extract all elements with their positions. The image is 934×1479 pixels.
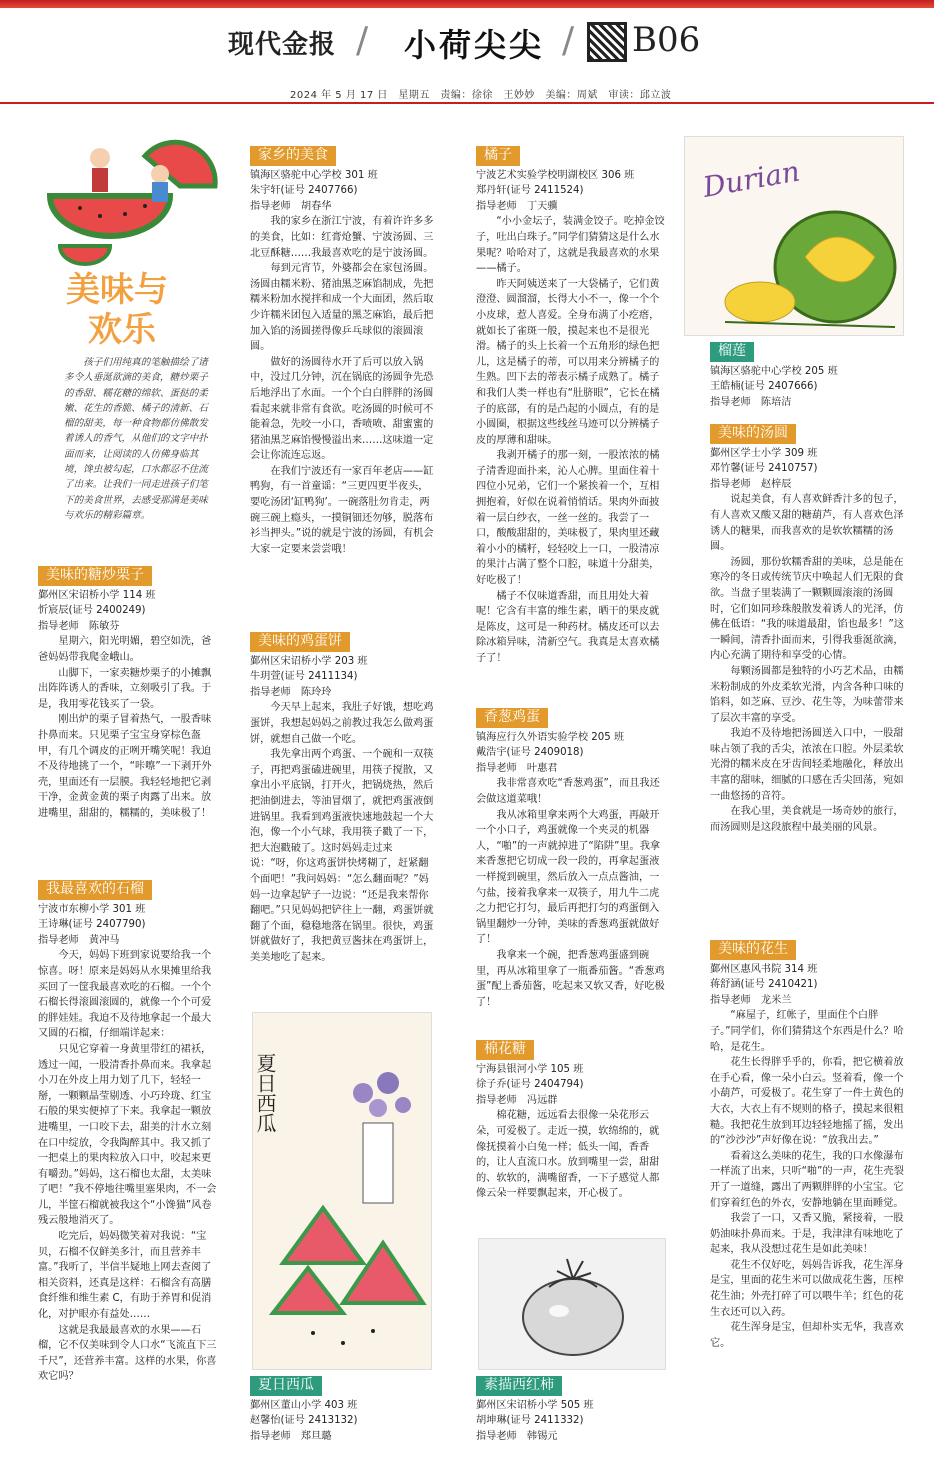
artwork-tag: 榴莲 [710,342,754,362]
article-paragraph: 我拿来一个碗，把香葱鸡蛋盛到碗里，再从冰箱里拿了一瓶番茄酱。“香葱鸡蛋”配上番茄酱，吃起来又软又香，好吃极了！ [476,949,665,1008]
article-col1-b [38,876,218,1385]
article-paragraph: 做好的汤圆待水开了后可以放入锅中，没过几分钟，沉在锅底的汤圆争先恐后地浮出了水面。一个个白白胖胖的汤圆看起来就非常有食欲。吃汤圆的时候可不能着急，先咬一小口，香喷喷、甜蜜蜜的猪油黑芝麻馅慢慢溢出来……这味道一定会让你流连忘返。 [250,356,434,462]
article-author: 朱宇轩(证号 2407766) [250,185,358,197]
article-school: 宁波艺术实验学校明湖校区 306 班 [476,169,635,181]
article-paragraph: 我剥开橘子的那一刻，一股浓浓的橘子清香迎面扑来，沁人心脾。里面住着十四位小兄弟，它们一个紧挨着一个，互相拥抱着，好似在说着悄悄话。果肉外面披着一层白纱衣，一丝一丝的。我尝了一口，酸酸甜甜的，美味极了，果肉里还藏着小小的橘籽，轻轻咬上一口，一股清凉的果汁占满了整个口腔，味道十分甜美，好吃极了！ [476,450,660,587]
article-author: 徐子乔(证号 2404794) [476,1079,584,1091]
dateline: 2024 年 5 月 17 日 星期五 责编：徐徐 王妙妙 美编：周斌 审读：邱立波 [290,90,672,101]
article-author: 邓竹馨(证号 2410757) [710,463,818,475]
article-school: 宁波市东柳小学 301 班 [38,903,146,915]
article-school: 镇海区骆驼中心学校 301 班 [250,169,378,181]
article-teacher: 指导老师 赵梓辰 [710,478,792,490]
feature-title [66,270,168,350]
article-tag: 香葱鸡蛋 [476,708,548,728]
artwork-author: 王皓楠(证号 2407666) [710,381,818,393]
artwork-teacher: 指导老师 郑旦璐 [250,1430,332,1442]
article-tag: 橘子 [476,146,520,166]
article-paragraph: 我的家乡在浙江宁波，有着许许多多的美食，比如：红膏炝蟹、宁波汤圆、三北豆酥糖……我最喜欢吃的是宁波汤圆。 [250,216,434,259]
article-paragraph: 吃完后，妈妈微笑着对我说：“宝贝，石榴不仅鲜美多汁，而且营养丰富。”我听了，半信半疑地上网去查阅了相关资料，还真是这样：石榴含有高膳食纤维和维生素 C，有助于养胃和促消化，对护眼亦有益处…… [38,1231,212,1321]
article-paragraph: 汤圆，那份软糯香甜的美味，总是能在寒冷的冬日或传统节庆中唤起人们无限的食欲。当盘子里装满了一颗颗圆滚滚的汤圆时，它们如同珍珠般散发着诱人的光泽，仿佛在低语：“我的味道最甜，馅也最多！”这一瞬间，清香扑面而来，引得我垂涎欲滴，内心充满了期待和享受的心情。 [710,556,904,662]
artwork-tag: 夏日西瓜 [250,1376,322,1396]
article-col4-a [710,420,906,835]
article-paragraph: 看着这么美味的花生，我的口水像瀑布一样流了出来，只听“啪”的一声，花生壳裂开了一道缝，露出了两颗胖胖的小宝宝。它们穿着红色的外衣，安静地躺在里面睡觉。 [710,1150,904,1209]
article-col4-b [710,936,906,1351]
article-teacher: 指导老师 冯远群 [476,1094,558,1106]
painting-inscription: 夏日西瓜 [253,1053,277,1133]
divider-slash: / [356,20,369,61]
article-teacher: 指导老师 胡春华 [250,200,332,212]
article-paragraph: 星期六，阳光明媚，碧空如洗，爸爸妈妈带我爬金峨山。 [38,636,212,663]
article-paragraph: 我先拿出两个鸡蛋、一个碗和一双筷子，再把鸡蛋磕进碗里，用筷子搅散，又拿出小平底锅，打开火，把锅烧热，然后把油倒进去，等油冒烟了，就把鸡蛋液倒进锅里。我看到鸡蛋液快速地鼓起一个大泡，像一个小气球，我用筷子戳了一下，把大泡戳破了。这时妈妈走过来说：“呀，你这鸡蛋饼快烤糊了，赶紧翻个面吧！”我问妈妈：“怎么翻面呢？”妈妈一边拿起铲子一边说：“还是我来帮你翻吧。”只见妈妈把铲往上一翻，鸡蛋饼就翻了个面，稳稳地落在锅里。很快，鸡蛋饼就做好了，我把黄豆酱抹在鸡蛋饼上，美美地吃了起来。 [250,749,434,963]
article-paragraph: 我非常喜欢吃“香葱鸡蛋”，而且我还会做这道菜哦！ [476,778,660,805]
artwork-school: 鄞州区宋诏桥小学 505 班 [476,1399,594,1411]
article-paragraph: 在我心里，美食就是一场奇妙的旅行，而汤圆则是这段旅程中最美丽的风景。 [710,806,904,833]
tomato-sketch [478,1238,666,1370]
article-author: 忻宸辰(证号 2400249) [38,605,146,617]
article-col2-a [250,142,434,557]
paper-name: 现代金报 [228,30,337,60]
article-paragraph: 橘子不仅味道香甜，而且用处大着呢！它含有丰富的维生素，晒干的果皮就是陈皮，这可是一种药材。橘皮还可以去除冰箱异味，清新空气。我真是太喜欢橘子了！ [476,590,660,664]
article-author: 蒋舒涵(证号 2410421) [710,979,818,991]
article-col3-b [476,704,666,1010]
artwork-author: 胡坤琳(证号 2411332) [476,1415,584,1427]
artwork-teacher: 指导老师 韩锡元 [476,1430,558,1442]
article-paragraph: 只见它穿着一身黄里带红的裙袄，透过一闻，一股清香扑鼻而来。我拿起小刀在外皮上用力划了几下，轻轻一掰，一颗颗晶莹剔透、小巧玲珑、红宝石般的果实便掉了下来。我拿起一颗放进嘴里，一口咬下去，甜美的汁水立刻在口中绽放，令我陶醉其中。我又抓了一把桌上的果肉粒放入口中，咬起来更有嚼劲。”妈妈，这石榴也太甜，太美味了吧！”我不停地往嘴里塞果肉，不一会儿，半筐石榴就被我这个“小馋猫”风卷残云般地消灭了。 [38,1043,217,1227]
durian-painting [684,136,904,336]
article-school: 鄞州区宋诏桥小学 114 班 [38,589,156,601]
feature-intro: 孩子们用纯真的笔触描绘了诸多令人垂涎欲滴的美食，糖炒栗子的香甜、糯花糖的绵软、蛋挞的柔嫩、花生的香脆、橘子的清新、石榴的甜美，每一种食物都仿佛散发着诱人的香气，从他们的文字中扑面而来，让阅读的人仿佛身临其境，馋虫被勾起，口水都忍不住流了出来。让我们一同走进孩子们笔下的美食世界，去感受那满是美味与欢乐的精彩篇章。 [64,357,208,521]
article-teacher: 指导老师 黄冲马 [38,934,120,946]
article-author: 戴浩宇(证号 2409018) [476,747,584,759]
article-teacher: 指导老师 龙米兰 [710,994,792,1006]
article-paragraph: “麻屋子，红帐子，里面住个白胖子。”同学们，你们猜猜这个东西是什么？哈哈，是花生。 [710,1010,904,1053]
watermelon-painting [252,1012,432,1370]
article-tag: 棉花糖 [476,1040,534,1060]
artwork-caption-2 [476,1372,666,1444]
article-col3-a [476,142,666,667]
article-author: 牛玥萱(证号 2411134) [250,671,358,683]
article-paragraph: 刚出炉的栗子冒着热气，一股香味扑鼻而来。只见栗子宝宝身穿棕色盔甲，有几个调皮的正咧开嘴笑呢！我迫不及待地挑了一个，“咔嚓”一下剥开外壳，里面还有一层膜。我轻轻地把它剥干净，金黄金黄的栗子肉露了出来。放进嘴里，甜甜的，糯糯的，美味极了！ [38,714,212,819]
painting-inscription: Durian [700,154,803,204]
article-tag: 美味的鸡蛋饼 [250,632,350,652]
artwork-school: 镇海区骆驼中心学校 205 班 [710,365,838,377]
article-paragraph: 花生浑身是宝，但却朴实无华，我喜欢它。 [710,1322,904,1349]
article-paragraph: 这就是我最最喜欢的水果——石榴，它不仅美味到令人口水“飞流直下三千尺”，还营养丰富。这样的水果，你喜欢它吗？ [38,1324,217,1383]
article-paragraph: 棉花糖，远远看去很像一朵花形云朵，可爱极了。走近一摸，软绵绵的，就像抚摸着小白兔一样；低头一闻，香香的，让人直流口水。放到嘴里一尝，甜甜的、软软的，满嘴留香，一下子感觉人都像云朵一样要飘起来，开心极了。 [476,1110,660,1200]
article-tag: 美味的糖炒栗子 [38,566,152,586]
article-tag: 我最喜欢的石榴 [38,880,152,900]
article-teacher: 指导老师 丁天骥 [476,200,558,212]
article-teacher: 指导老师 陈敏芬 [38,620,120,632]
section-title: 小荷尖尖 [404,26,545,64]
article-paragraph: 在我们宁波还有一家百年老店——缸鸭狗，有一首童谣：“三更四更半夜头，要吃汤团‘缸鸭狗’。一碗落肚勿肯走，两碗三碗上瘾头，一摸铜钿还勿够，脱落布衫当押头。”说的就是宁波的汤圆，有机会大家一定要来尝尝哦！ [250,465,434,555]
article-paragraph: 我尝了一口，又香又脆，紧接着，一股奶油味扑鼻而来。于是，我津津有味地吃了起来，我从没想过花生是如此美味！ [710,1213,904,1256]
page-number: B06 [632,20,701,60]
article-school: 鄞州区宋诏桥小学 203 班 [250,655,368,667]
article-tag: 美味的花生 [710,940,796,960]
article-tag: 家乡的美食 [250,146,336,166]
artwork-caption-3 [710,338,906,410]
article-school: 宁海县银河小学 105 班 [476,1063,584,1075]
feature-title-line1: 美味与 [66,270,168,310]
article-paragraph: 每颗汤圆都是独特的小巧艺术品，由糯米粉制成的外皮柔软光滑，内含各种口味的馅料，如芝麻、豆沙、花生等，为味蕾带来了层次丰富的享受。 [710,665,904,724]
artwork-teacher: 指导老师 陈培洁 [710,396,792,408]
article-school: 镇海应行久外语实验学校 205 班 [476,731,625,743]
qr-code-icon[interactable] [587,22,627,62]
article-paragraph: “小小金坛子，装满金饺子。吃掉金饺子，吐出白珠子。”同学们猜猜这是什么水果呢？哈哈对了，这就是我最喜欢的水果——橘子。 [476,216,665,275]
header-rule [0,102,934,104]
article-paragraph: 我迫不及待地把汤圆送入口中，一股甜味占领了我的舌尖，浓浓在口腔。外层柔软光滑的糯米皮在牙齿间轻柔地融化，释放出丰富的甜味，细腻的口感在舌尖回荡，宛如一曲悠扬的音符。 [710,728,904,802]
article-paragraph: 今天，妈妈下班到家说要给我一个惊喜。呀！原来是妈妈从水果摊里给我买回了一筐我最喜欢吃的石榴。一个个石榴长得滚圆滚圆的，就像一个个可爱的胖娃娃。我迫不及待地拿起一个最大又圆的石榴，仔细端详起来： [38,950,212,1040]
feature-title-line2: 欢乐 [88,310,156,350]
article-paragraph: 今天早上起来，我肚子好饿，想吃鸡蛋饼，我想起妈妈之前教过我怎么做鸡蛋饼，就想自己做一个吃。 [250,702,434,745]
article-col2-b [250,628,434,965]
article-paragraph: 花生长得胖乎乎的，你看，把它横着放在手心看，像一朵小白云。竖着看，像一个小葫芦，可爱极了。花生穿了一件土黄色的大衣，大衣上有不规则的格子，摸起来很粗糙。我把花生放到耳边轻轻地摇了摇，发出的“沙沙沙”声好像在说：“放我出去。” [710,1057,904,1147]
article-col3-c [476,1036,666,1202]
article-paragraph: 说起美食，有人喜欢鲜香汁多的包子，有人喜欢又酸又甜的糖葫芦，有人喜欢色泽诱人的糖果，而我喜欢的是软软糯糯的汤圆。 [710,494,904,553]
article-paragraph: 我从冰箱里拿来两个大鸡蛋，再敲开一个小口子，鸡蛋就像一个夹灵的机器人，“啪”的一声就掉进了“陷阱”里。我拿来香葱把它切成一段一段的，再拿起蛋液一样搅到碗里，然后放入一点点酱油，一勺盐，接着我拿来一双筷子，用九牛二虎之力把它打匀，最后再把打匀的鸡蛋倒入锅里翻炒一分钟，美味的香葱鸡蛋就做好了！ [476,809,661,946]
article-author: 郑丹轩(证号 2411524) [476,185,584,197]
article-col1-a [38,562,218,822]
artwork-tag: 素描西红柿 [476,1376,562,1396]
divider-slash: / [562,20,575,61]
artwork-author: 赵馨怡(证号 2413132) [250,1415,358,1427]
article-paragraph: 每到元宵节，外婆都会在家包汤圆。汤圆由糯米粉、猪油黑芝麻馅制成，先把糯米粉加水搅拌和成一个大面团，然后取少许糯米团包入适量的黑芝麻馅，最后把加入馅的汤圆搓得像乒乓球似的滚圆滚圆。 [250,263,434,353]
article-school: 鄞州区学士小学 309 班 [710,447,818,459]
article-tag: 美味的汤圆 [710,424,796,444]
article-school: 鄞州区惠风书院 314 班 [710,963,818,975]
article-paragraph: 花生不仅好吃，妈妈告诉我，花生浑身是宝，里面的花生米可以做成花生酱，压榨花生油；外壳打碎了可以喂牛羊；红色的花生衣还可以入药。 [710,1259,904,1318]
article-teacher: 指导老师 叶惠君 [476,762,558,774]
top-color-bar [0,0,934,8]
article-author: 王诗琳(证号 2407790) [38,919,146,931]
article-paragraph: 山脚下，一家卖糖炒栗子的小摊飘出阵阵诱人的香味，立刻吸引了我。于是，我用零花钱买了一袋。 [38,667,212,710]
artwork-caption-1 [250,1372,434,1444]
article-paragraph: 昨天阿姨送来了一大袋橘子，它们黄澄澄、圆溜溜，长得大小不一，像一个个小皮球，惹人喜爱。全身布满了小疙瘩，就如长了雀斑一般，摸起来也不是很光滑。橘子的头上长着一个五角形的绿色把儿，这是橘子的蒂，可以用来分辨橘子的生熟。凹下去的蒂表示橘子成熟了。橘子和我们人类一样也有“肚脐眼”，它长在橘子的底部，有的是凸起的小圆点，有的是小圆圈，根据这些线丝马迹可以分辨橘子皮的厚薄和甜味。 [476,278,660,446]
article-teacher: 指导老师 陈玲玲 [250,686,332,698]
artwork-school: 鄞州区董山小学 403 班 [250,1399,358,1411]
